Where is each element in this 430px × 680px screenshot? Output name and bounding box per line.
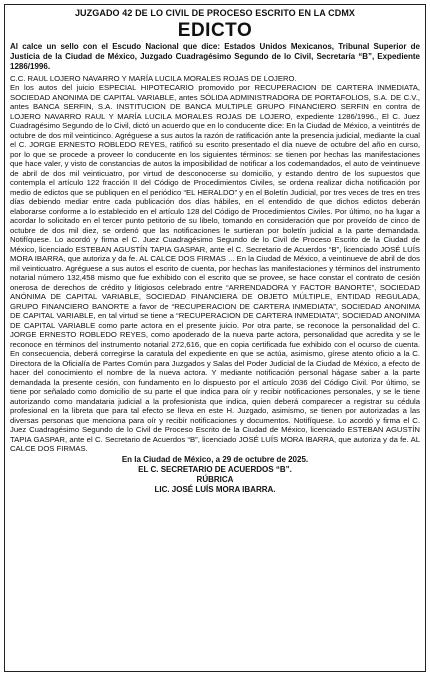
edict-page [4, 4, 426, 672]
closing-role: EL C. SECRETARIO DE ACUERDOS “B”. [138, 464, 292, 474]
page-title: EDICTO [177, 20, 253, 41]
addressee-line: C.C. RAUL LOJERO NAVARRO Y MARÍA LUCILA MORALES ROJAS DE LOJERO. [10, 73, 297, 83]
edict-body [10, 74, 420, 454]
closing-signature: RÚBRICA [196, 475, 234, 485]
closing-block [10, 455, 420, 496]
seal-description: Al calce un sello con el Escudo Nacional que dice: Estados Unidos Mexicanos, Tribunal Superior de Justicia de la Ciudad de México, Juzgado Cuadragésimo Segundo de lo Civil, Secretaría “B”, Expediente 1286/1996. [10, 42, 420, 72]
closing-name: LIC. JOSÉ LUÍS MORA IBARRA. [154, 485, 276, 495]
edict-text: En los autos del juicio ESPECIAL HIPOTECARIO promovido por RECUPERACION DE CARTERA INMEDIATA, SOCIEDAD ANONIMA DE CAPITAL VARIABLE, antes SÓLIDA ADMINISTRADORA DE PORTAFOLIOS, S.A. DE C.V., antes BANCA SERFIN, S.A. INSTITUCION DE BANCA MULTIPLE GRUPO FINANCIERO SERFIN en contra de LOJERO NAVARRO RAUL Y MARÍA LUCILA MORALES ROJAS DE LOJERO, expediente 1286/1996., El C. Juez Cuadragésimo Segundo de lo Civil, dictó un acuerdo que en lo conducente dice: En la Ciudad de México, a veintitrés de octubre de dos mil veinticinco. Agréguese a sus autos la razón de ratificación ante la presencia judicial, mediante la cual el C. JORGE ERNESTO ROBLEDO REYES, ratificó su escrito presentado el día nueve de octubre del año en curso, por lo que se procede a proveer lo conducente en los siguientes términos: se tienen por hechas las manifestaciones que hace valer, y visto de constancias de autos la imposibilidad de notificar a los codemandados, el auto de veintinueve de abril de dos mil veinticuatro, por virtud de desconocerse su domicilio, y estando dentro de los supuestos que contempla el artículo 122 fracción II del Código de Procedimientos Civiles, se ordena realizar dicha notificación por medio de edictos que se publiquen en el periódico “EL HERALDO” y en el Boletín Judicial, por tres veces de tres en tres días debiendo mediar entre cada publicación dos días hábiles, en el entendido de que dichos edictos deberán elaborarse conforme a lo establecido en el artículo 128 del Código de Procedimientos Civiles. Por último, no ha lugar a acordar lo solicitado en el tercer punto petitorio de su libelo, tomando en consideración que por proveído de cinco de octubre de dos mil diez, se ordenó que las notificaciones le surtieran por boletín judicial a la parte demandada. Notifíquese. Lo acordó y firma el C. Juez Cuadragésimo Segundo de lo Civil de Proceso Escrito de la Ciudad de México, licenciado ESTEBAN AGUSTÍN TAPIA GASPAR, ante el C. Secretario de Acuerdos “B”, licenciado JOSÉ LUÍS MORA IBARRA, que autoriza y da fe. AL CALCE DOS FIRMAS ... En la Ciudad de México, a veintinueve de abril de dos mil veinticuatro. Agréguese a sus autos el escrito de cuenta, por hechas las manifestaciones y términos del instrumento notarial número 132,458 mismo que fue exhibido con el escrito que se provee, se hace constar el contrato de cesión onerosa de derechos de crédito y litigiosos celebrado entre “ARRENDADORA Y FACTOR BANORTE”, SOCIEDAD ANÓNIMA DE CAPITAL VARIABLE, SOCIEDAD FINANCIERA DE OBJETO MÚLTIPLE, ENTIDAD REGULADA, GRUPO FINANCIERO BANORTE a favor de “RECUPERACION DE CARTERA INMEDIATA”, SOCIEDAD ANONIMA DE CAPITAL VARIABLE, en tal virtud se tiene a “RECUPERACION DE CARTERA INMEDIATA”, SOCIEDAD ANONIMA DE CAPITAL VARIABLE como parte actora en el presente juicio. Por otra parte, se reconoce la personalidad del C. JORGE ERNESTO ROBLEDO REYES, como apoderado de la nueva parte actora, personalidad que acredita y se le reconoce en términos del instrumento notarial 272,616, que en copia certificada fue exhibido con el ocurso de cuenta. En consecuencia, deberá corregirse la caratula del expediente en que se actúa, asimismo, gírese atento oficio a la C. Directora de la Oficialía de Partes Común para Juzgados y Salas del Poder Judicial de la Ciudad de México, a efecto de hacer del conocimiento el nombre de la nueva actora. Y mediante notificación personal hágase saber a la parte demandada la presente cesión, con fundamento en lo dispuesto por el artículo 2036 del Código Civil. Por último, se tiene por señalado como domicilio de su parte el que indica para oír y recibir notificaciones personales, y se le tiene autorizando como mandataria judicial a la profesionista que indica, quien deberá comparecer a registrar su cédula profesional en la libreta que para tal efecto se lleva en este H. Juzgado, asimismo, se tienen por autorizadas a las diversas personas que menciona para oír y recibir notificaciones y documentos. Notifíquese. Lo acordó y firma el C. Juez Cuadragésimo Segundo de lo Civil de Proceso Escrito de la Ciudad de México, licenciado ESTEBAN AGUSTÍN TAPIA GASPAR, ante el C. Secretario de Acuerdos “B”, licenciado JOSÉ LUÍS MORA IBARRA, que autoriza y da fe. AL CALCE DOS FIRMAS. [10, 83, 420, 454]
closing-place-date: En la Ciudad de México, a 29 de octubre de 2025. [121, 454, 309, 464]
court-name: JUZGADO 42 DE LO CIVIL DE PROCESO ESCRITO EN LA CDMX [74, 8, 356, 18]
